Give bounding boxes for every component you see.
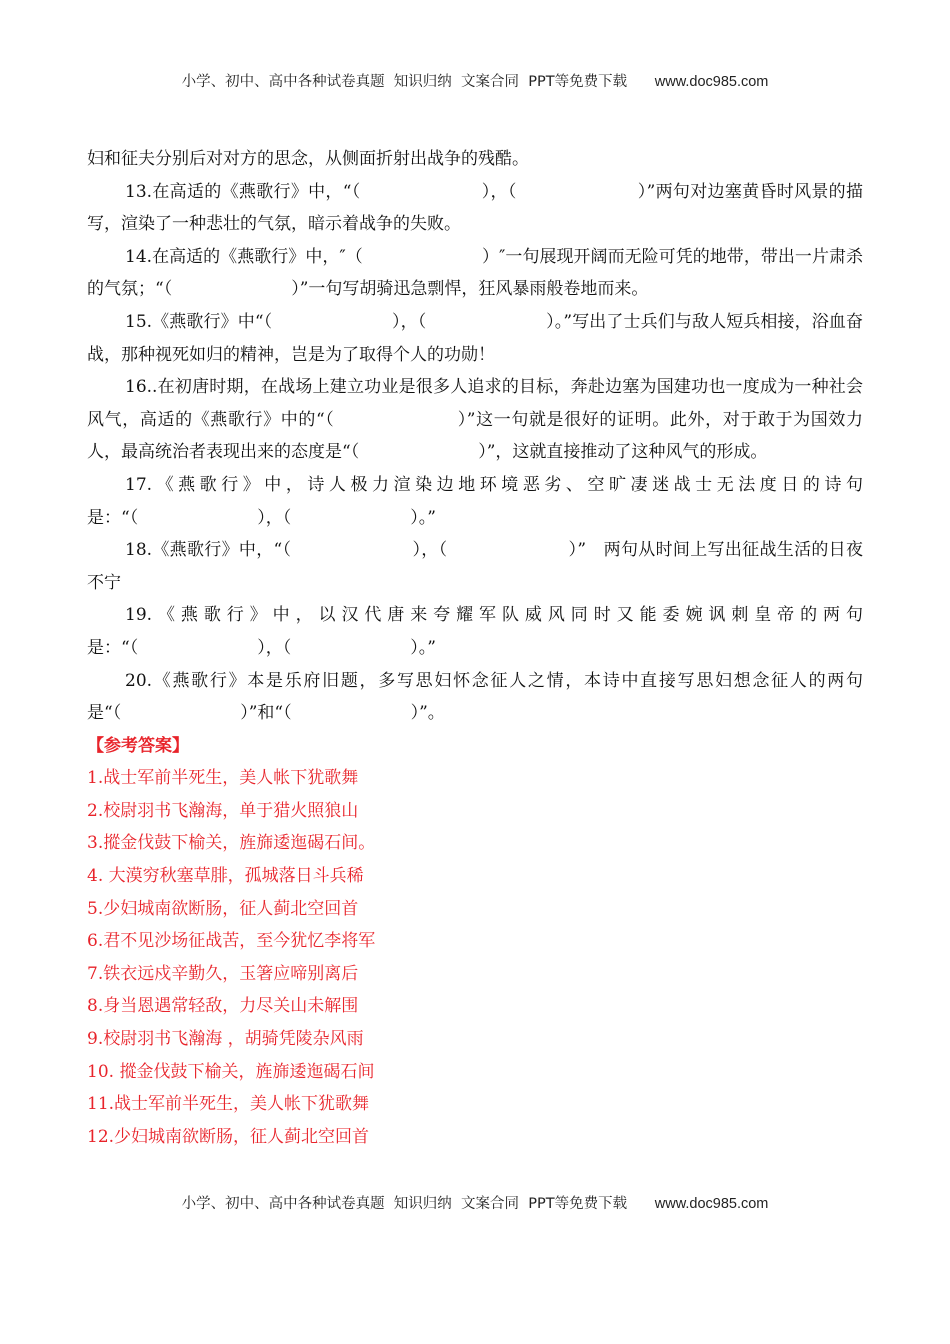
question-13: 13.在高适的《燕歌行》中，“（ ），（ ）”两句对边塞黄昏时风景的描写，渲染了一种悲壮的气氛，暗示着战争的失败。 [87, 181, 863, 235]
answer-item: 9.校尉羽书飞瀚海 ，胡骑凭陵杂风雨 [87, 1029, 364, 1050]
answer-item: 7.铁衣远戍辛勤久，玉箸应啼别离后 [87, 963, 359, 984]
page-footer [0, 1192, 950, 1213]
question-14: 14.在高适的《燕歌行》中，″（ ）″一句展现开阔而无险可凭的地带，带出一片肃杀的气氛；“（ ）”一句写胡骑迅急剽悍，狂风暴雨般卷地而来。 [87, 246, 863, 300]
header-text: 小学、初中、高中各种试卷真题 知识归纳 文案合同 PPT等免费下载 [181, 74, 628, 90]
answer-item: 3.摐金伐鼓下榆关，旌旆逶迤碣石间。 [87, 833, 376, 854]
answer-item: 6.君不见沙场征战苦，至今犹忆李将军 [87, 931, 376, 952]
answer-list [87, 762, 863, 1153]
document-body [87, 143, 863, 1153]
answer-item: 12.少妇城南欲断肠，征人蓟北空回首 [87, 1126, 370, 1147]
question-19: 19.《燕歌行》中，以汉代唐来夸耀军队威风同时又能委婉讽刺皇帝的两句是：“（ ），（ ）。” [87, 605, 863, 658]
question-12-tail: 妇和征夫分别后对对方的思念，从侧面折射出战争的残酷。 [87, 149, 529, 169]
question-18: 18.《燕歌行》中，“（ ），（ ）” 两句从时间上写出征战生活的日夜不宁 [87, 540, 863, 593]
question-20: 20.《燕歌行》本是乐府旧题，多写思妇怀念征人之情，本诗中直接写思妇想念征人的两句是“（ ）”和“（ ）”。 [87, 670, 863, 724]
answer-item: 10. 摐金伐鼓下榆关，旌旆逶迤碣石间 [87, 1061, 375, 1082]
answer-item: 11.战士军前半死生，美人帐下犹歌舞 [87, 1094, 370, 1115]
footer-url[interactable]: www.doc985.com [654, 1196, 769, 1212]
answer-item: 2.校尉羽书飞瀚海，单于猎火照狼山 [87, 800, 359, 821]
answer-item: 1.战士军前半死生，美人帐下犹歌舞 [87, 768, 359, 789]
page-header [0, 70, 950, 91]
header-url[interactable]: www.doc985.com [654, 74, 769, 90]
footer-text: 小学、初中、高中各种试卷真题 知识归纳 文案合同 PPT等免费下载 [181, 1196, 628, 1212]
answer-item: 5.少妇城南欲断肠，征人蓟北空回首 [87, 898, 359, 919]
question-17: 17.《燕歌行》中，诗人极力渲染边地环境恶劣、空旷凄迷战士无法度日的诗句是：“（ ），（ ）。” [87, 474, 863, 528]
answers-title: 【参考答案】 [87, 735, 189, 756]
answer-item: 8.身当恩遇常轻敌，力尽关山未解围 [87, 996, 359, 1017]
question-16: 16..在初唐时期，在战场上建立功业是很多人追求的目标，奔赴边塞为国建功也一度成为一种社会风气，高适的《燕歌行》中的“（ ）”这一句就是很好的证明。此外，对于敢于为国效力人，最高统治者表现出来的态度是“（ ）”，这就直接推动了这种风气的形成。 [87, 377, 863, 463]
question-15: 15.《燕歌行》中“（ ），（ ）。”写出了士兵们与敌人短兵相接，浴血奋战，那种视死如归的精神，岂是为了取得个人的功勋！ [87, 311, 863, 365]
answer-item: 4. 大漠穷秋塞草腓，孤城落日斗兵稀 [87, 866, 364, 887]
